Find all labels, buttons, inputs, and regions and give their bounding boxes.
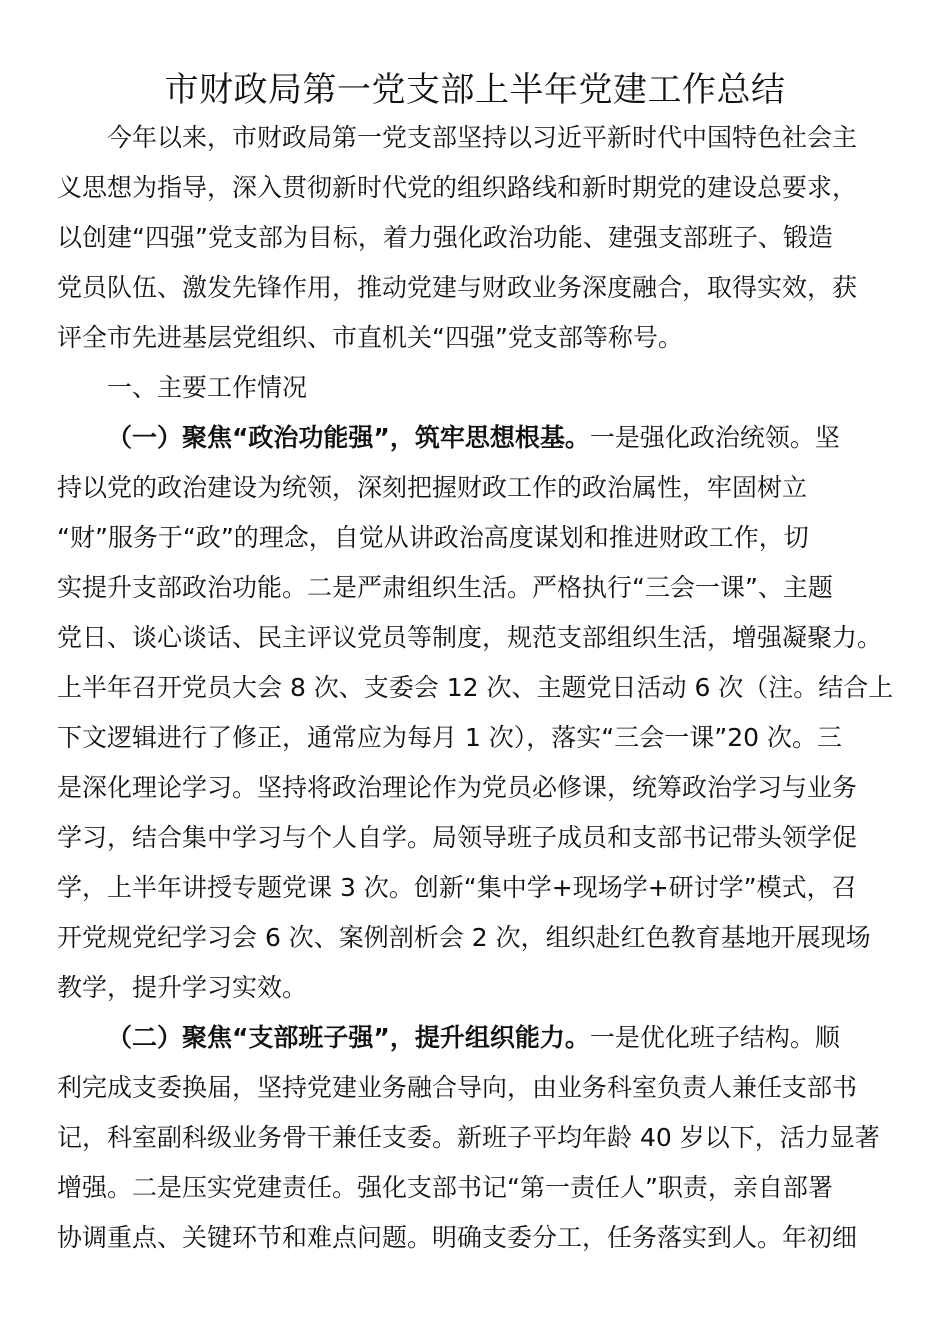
line-text: 今年以来，市财政局第一党支部坚持以习近平新时代中国特色社会主	[107, 123, 858, 152]
section-heading	[107, 366, 307, 410]
line-text: “财”服务于“政”的理念，自觉从讲政治高度谋划和推进财政工作，切	[57, 523, 809, 552]
line-text: 协调重点、关键环节和难点问题。明确支委分工，任务落实到人。年初细	[57, 1223, 858, 1252]
paragraph-line	[57, 616, 882, 660]
line-text: 利完成支委换届，坚持党建业务融合导向，由业务科室负责人兼任支部书	[57, 1073, 858, 1102]
paragraph-line	[57, 666, 893, 710]
line-text: 实提升支部政治功能。二是严肃组织生活。严格执行“三会一课”、主题	[57, 573, 833, 602]
document-title: 市财政局第一党支部上半年党建工作总结	[164, 70, 786, 110]
paragraph-line	[107, 416, 840, 460]
line-text: 是深化理论学习。坚持将政治理论作为党员必修课，统筹政治学习与业务	[57, 773, 858, 802]
line-text: 下文逻辑进行了修正，通常应为每月 1 次），落实“三会一课”20 次。三	[57, 723, 842, 752]
paragraph-line	[57, 766, 857, 810]
subsection-heading: （二）聚焦“支部班子强”，提升组织能力。	[107, 1023, 590, 1052]
paragraph-line	[57, 1116, 880, 1160]
paragraph-line	[57, 516, 809, 560]
paragraph-line	[57, 816, 857, 860]
line-text: 义思想为指导，深入贯彻新时代党的组织路线和新时期党的建设总要求，	[57, 173, 858, 202]
paragraph-line	[57, 316, 683, 360]
line-text: 学，上半年讲授专题党课 3 次。创新“集中学+现场学+研讨学”模式，召	[57, 873, 857, 902]
section-heading-text: 一、主要工作情况	[107, 373, 308, 402]
paragraph-line	[57, 866, 857, 910]
line-text: 党日、谈心谈话、民主评议党员等制度，规范支部组织生活，增强凝聚力。	[57, 623, 883, 652]
paragraph-line	[107, 116, 857, 160]
paragraph-line	[57, 1216, 857, 1260]
paragraph-line	[57, 1066, 857, 1110]
line-text: 开党规党纪学习会 6 次、案例剖析会 2 次，组织赴红色教育基地开展现场	[57, 923, 871, 952]
paragraph-line	[57, 266, 857, 310]
line-text: 一是优化班子结构。顺	[589, 1023, 840, 1052]
line-text: 增强。二是压实党建责任。强化支部书记“第一责任人”职责，亲自部署	[57, 1173, 833, 1202]
line-text: 持以党的政治建设为统领，深刻把握财政工作的政治属性，牢固树立	[57, 473, 808, 502]
paragraph-line	[57, 166, 857, 210]
paragraph-line	[57, 216, 833, 260]
paragraph-line	[57, 1166, 833, 1210]
line-text: 教学，提升学习实效。	[57, 973, 308, 1002]
line-text: 评全市先进基层党组织、市直机关“四强”党支部等称号。	[57, 323, 683, 352]
paragraph-line	[57, 716, 842, 760]
subsection-heading: （一）聚焦“政治功能强”，筑牢思想根基。	[107, 423, 590, 452]
line-text: 学习，结合集中学习与个人自学。局领导班子成员和支部书记带头领学促	[57, 823, 858, 852]
paragraph-line	[57, 566, 833, 610]
line-text: 一是强化政治统领。坚	[589, 423, 840, 452]
paragraph-line	[57, 916, 871, 960]
line-text: 党员队伍、激发先锋作用，推动党建与财政业务深度融合，取得实效，获	[57, 273, 858, 302]
line-text: 记，科室副科级业务骨干兼任支委。新班子平均年龄 40 岁以下，活力显著	[57, 1123, 880, 1152]
paragraph-line	[57, 966, 307, 1010]
paragraph-line	[107, 1016, 840, 1060]
line-text: 上半年召开党员大会 8 次、支委会 12 次、主题党日活动 6 次（注。结合上	[57, 673, 894, 702]
paragraph-line	[57, 466, 807, 510]
line-text: 以创建“四强”党支部为目标，着力强化政治功能、建强支部班子、锻造	[57, 223, 833, 252]
